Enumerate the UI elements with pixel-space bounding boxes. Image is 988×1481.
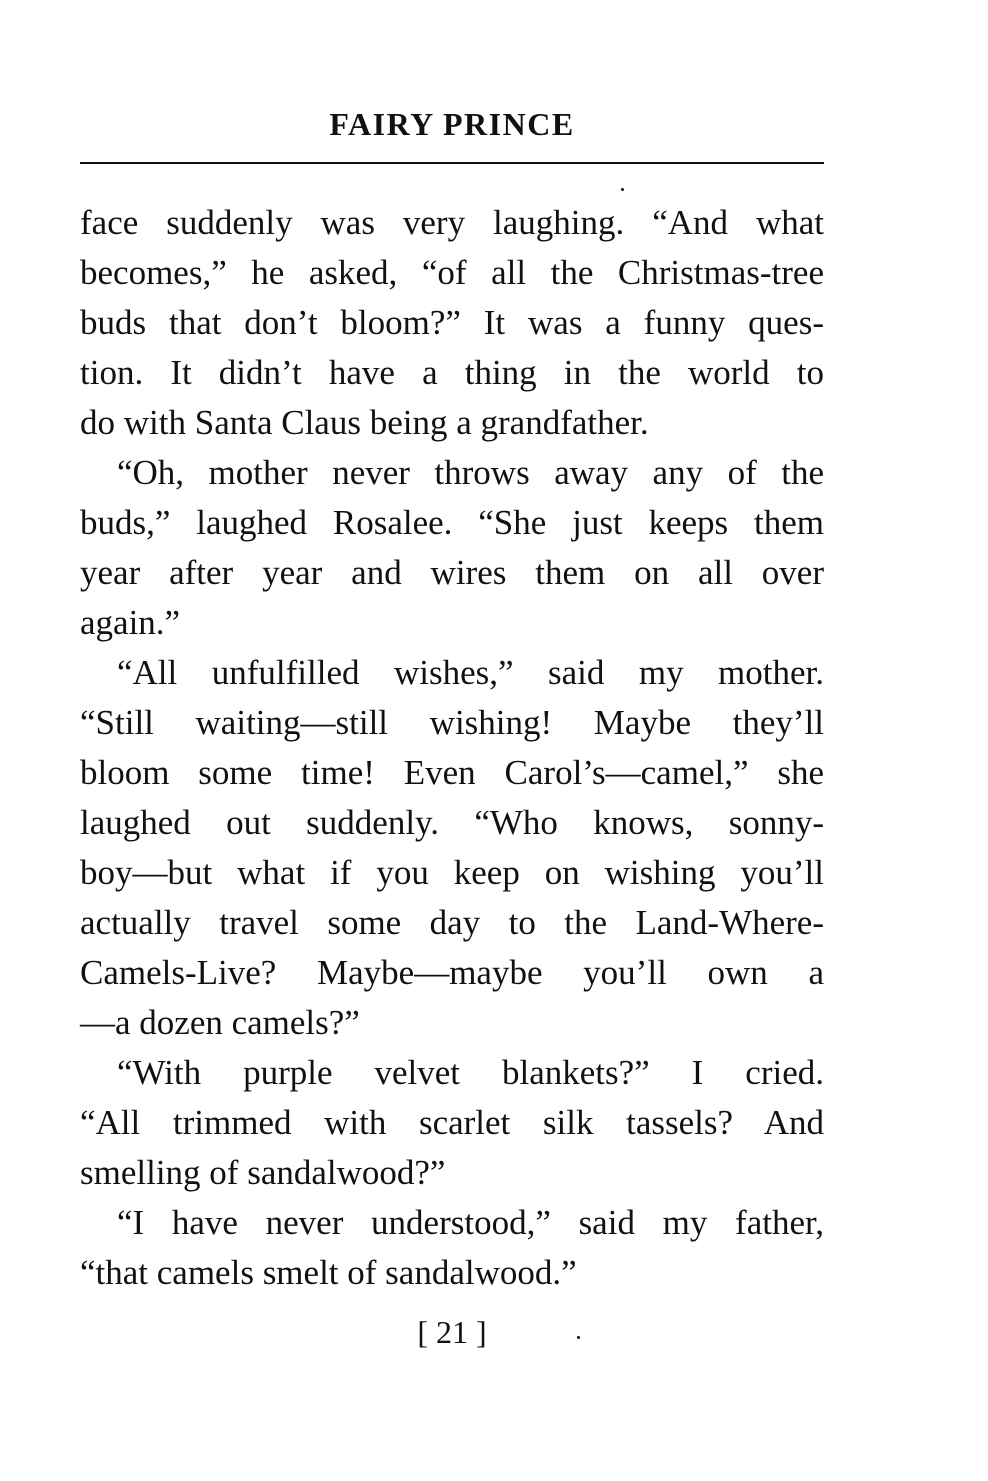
- text-line: Camels-Live? Maybe—maybe you’ll own a: [80, 953, 824, 992]
- text-line: actually travel some day to the Land-Where-: [80, 903, 824, 942]
- page-number: [ 21 ]: [417, 1314, 487, 1350]
- header-rule: [80, 162, 824, 164]
- text-line: “With purple velvet blankets?” I cried.: [117, 1053, 824, 1092]
- text-line: again.”: [80, 603, 181, 642]
- body-text: [80, 198, 824, 1298]
- text-line: “Still waiting—still wishing! Maybe they’ll: [80, 703, 824, 742]
- text-line: laughed out suddenly. “Who knows, sonny-: [80, 803, 824, 842]
- text-line: “Oh, mother never throws away any of the: [117, 453, 824, 492]
- text-line: bloom some time! Even Carol’s—camel,” she: [80, 753, 824, 792]
- text-line: face suddenly was very laughing. “And what: [80, 203, 824, 242]
- text-line: —a dozen camels?”: [80, 1003, 360, 1042]
- text-line: buds,” laughed Rosalee. “She just keeps them: [80, 503, 824, 542]
- text-line: do with Santa Claus being a grandfather.: [80, 403, 649, 442]
- text-line: “that camels smelt of sandalwood.”: [80, 1253, 577, 1292]
- running-head: FAIRY PRINCE: [329, 106, 575, 142]
- print-speck: [621, 188, 624, 191]
- text-line: buds that don’t bloom?” It was a funny ques-: [80, 303, 824, 342]
- text-line: becomes,” he asked, “of all the Christmas-tree: [80, 253, 824, 292]
- text-line: boy—but what if you keep on wishing you’ll: [80, 853, 824, 892]
- text-line: “All unfulfilled wishes,” said my mother.: [117, 653, 824, 692]
- text-line: “I have never understood,” said my father,: [117, 1203, 824, 1242]
- text-line: tion. It didn’t have a thing in the world to: [80, 353, 824, 392]
- text-line: year after year and wires them on all over: [80, 553, 824, 592]
- text-line: “All trimmed with scarlet silk tassels? And: [80, 1103, 824, 1142]
- text-line: smelling of sandalwood?”: [80, 1153, 446, 1192]
